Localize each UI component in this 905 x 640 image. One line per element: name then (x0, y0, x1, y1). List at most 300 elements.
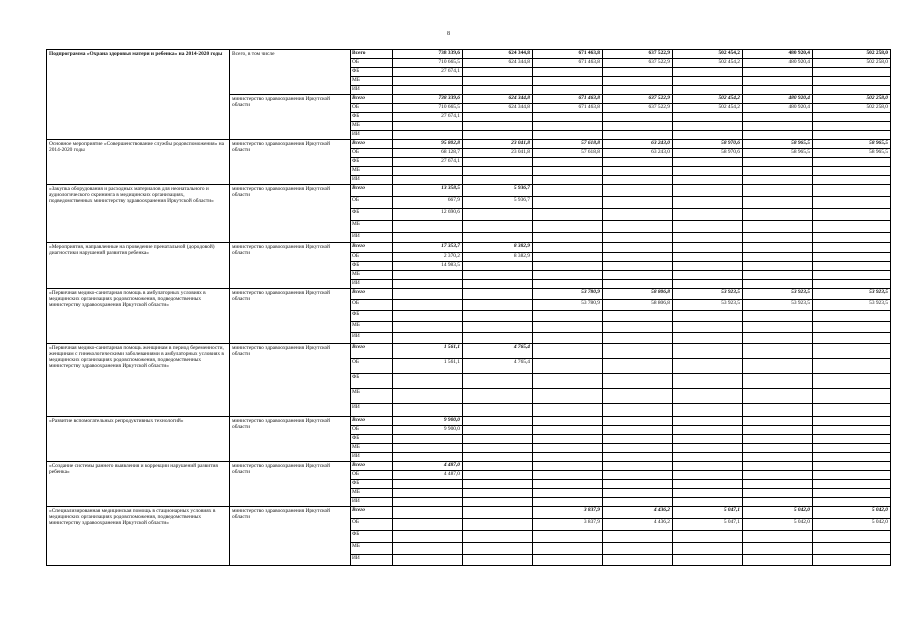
amount-cell (533, 453, 603, 462)
amount-cell (743, 197, 813, 209)
amount-cell (743, 322, 813, 333)
amount-cell (393, 131, 463, 140)
amount-cell (603, 489, 673, 498)
amount-cell (533, 531, 603, 543)
amount-cell (393, 322, 463, 333)
amount-cell (813, 426, 891, 435)
amount-cell (673, 404, 743, 417)
amount-cell (463, 122, 533, 131)
amount-cell (743, 453, 813, 462)
amount-cell (673, 489, 743, 498)
amount-cell (393, 122, 463, 131)
amount-cell (813, 374, 891, 389)
amount-cell: 58 970,6 (673, 149, 743, 158)
table-row (47, 243, 891, 253)
amount-cell (463, 68, 533, 77)
amount-cell (463, 426, 533, 435)
amount-cell (603, 404, 673, 417)
amount-cell (813, 86, 891, 95)
amount-cell (533, 209, 603, 221)
funding-source-cell: Всего (351, 185, 393, 197)
amount-cell (813, 322, 891, 333)
amount-cell (603, 374, 673, 389)
amount-cell (813, 243, 891, 253)
amount-cell (813, 531, 891, 543)
amount-cell (813, 197, 891, 209)
funding-source-cell: Всего (351, 507, 393, 519)
table-row (47, 344, 891, 359)
amount-cell (673, 543, 743, 555)
amount-cell (533, 233, 603, 243)
amount-cell (743, 489, 813, 498)
amount-cell: 58 806,8 (603, 300, 673, 311)
amount-cell (813, 389, 891, 404)
amount-cell (533, 498, 603, 507)
amount-cell (813, 185, 891, 197)
amount-cell (743, 167, 813, 176)
amount-cell (463, 417, 533, 426)
amount-cell (603, 77, 673, 86)
amount-cell: 710 665,5 (393, 59, 463, 68)
program-name-cell: «Первичная медико-санитарная помощь женщинам в период беременности, женщинам с гинекологическими заболеваниями в амбулаторных условиях в медицинских организациях родовспоможения, подведомственных министерству здравоохранения Иркутской области» (47, 344, 230, 417)
amount-cell (603, 176, 673, 185)
amount-cell (743, 471, 813, 480)
amount-cell (673, 426, 743, 435)
program-name-cell: «Создание системы раннего выявления и коррекции нарушений развития ребенка» (47, 462, 230, 507)
amount-cell (463, 221, 533, 233)
responsible-cell: министерство здравоохранения Иркутской области (230, 185, 351, 243)
amount-cell (533, 113, 603, 122)
amount-cell (673, 555, 743, 566)
amount-cell (603, 122, 673, 131)
amount-cell (603, 197, 673, 209)
table-row (47, 50, 891, 59)
funding-source-cell: Всего (351, 417, 393, 426)
amount-cell (393, 221, 463, 233)
funding-source-cell: МБ (351, 444, 393, 453)
amount-cell: 480 920,4 (743, 59, 813, 68)
amount-cell (813, 167, 891, 176)
amount-cell (603, 221, 673, 233)
amount-cell (603, 453, 673, 462)
amount-cell (673, 113, 743, 122)
amount-cell (673, 77, 743, 86)
amount-cell (673, 176, 743, 185)
funding-source-cell: ОБ (351, 359, 393, 374)
amount-cell (603, 359, 673, 374)
amount-cell (603, 158, 673, 167)
amount-cell: 5 047,1 (673, 519, 743, 531)
amount-cell (533, 489, 603, 498)
amount-cell (813, 344, 891, 359)
amount-cell (813, 209, 891, 221)
amount-cell: 9 900,0 (393, 417, 463, 426)
amount-cell: 502 454,2 (673, 104, 743, 113)
amount-cell: 637 522,9 (603, 95, 673, 104)
amount-cell (743, 462, 813, 471)
amount-cell (533, 167, 603, 176)
amount-cell (673, 311, 743, 322)
amount-cell (533, 333, 603, 344)
amount-cell: 57 618,8 (533, 140, 603, 149)
amount-cell (393, 480, 463, 489)
amount-cell (813, 253, 891, 262)
amount-cell (673, 531, 743, 543)
funding-source-cell: ФБ (351, 435, 393, 444)
table-row (47, 417, 891, 426)
amount-cell (533, 389, 603, 404)
amount-cell: 14 983,5 (393, 262, 463, 271)
amount-cell (813, 359, 891, 374)
amount-cell (673, 209, 743, 221)
funding-source-cell: ИИ (351, 86, 393, 95)
amount-cell (463, 507, 533, 519)
budget-table (46, 49, 891, 566)
amount-cell (813, 158, 891, 167)
funding-source-cell: МБ (351, 389, 393, 404)
amount-cell (533, 555, 603, 566)
amount-cell: 53 923,5 (673, 289, 743, 300)
amount-cell (813, 221, 891, 233)
amount-cell: 23 041,8 (463, 149, 533, 158)
program-name-cell: «Развитие вспомогательных репродуктивных технологий» (47, 417, 230, 462)
amount-cell (603, 113, 673, 122)
amount-cell: 502 258,0 (813, 104, 891, 113)
amount-cell (813, 543, 891, 555)
amount-cell (743, 444, 813, 453)
amount-cell (813, 480, 891, 489)
amount-cell: 23 041,8 (463, 140, 533, 149)
funding-source-cell: ОБ (351, 300, 393, 311)
amount-cell (603, 543, 673, 555)
amount-cell: 502 258,0 (813, 59, 891, 68)
amount-cell (743, 243, 813, 253)
amount-cell: 637 522,9 (603, 59, 673, 68)
funding-source-cell: ФБ (351, 262, 393, 271)
amount-cell (393, 300, 463, 311)
amount-cell (743, 233, 813, 243)
amount-cell: 53 923,5 (813, 300, 891, 311)
amount-cell: 480 920,4 (743, 104, 813, 113)
amount-cell (673, 262, 743, 271)
amount-cell (533, 322, 603, 333)
amount-cell (813, 262, 891, 271)
amount-cell (533, 253, 603, 262)
amount-cell (673, 444, 743, 453)
amount-cell (673, 131, 743, 140)
amount-cell: 58 965,5 (813, 149, 891, 158)
amount-cell (673, 167, 743, 176)
amount-cell: 710 665,5 (393, 104, 463, 113)
amount-cell: 502 454,2 (673, 59, 743, 68)
amount-cell (673, 243, 743, 253)
amount-cell: 624 344,8 (463, 50, 533, 59)
amount-cell (603, 131, 673, 140)
amount-cell (533, 86, 603, 95)
amount-cell: 667,9 (393, 197, 463, 209)
amount-cell: 5 936,7 (463, 197, 533, 209)
funding-source-cell: Всего (351, 50, 393, 59)
amount-cell (463, 555, 533, 566)
amount-cell: 3 837,9 (533, 519, 603, 531)
amount-cell: 502 454,2 (673, 50, 743, 59)
funding-source-cell: ФБ (351, 480, 393, 489)
amount-cell (533, 426, 603, 435)
amount-cell: 3 837,9 (533, 507, 603, 519)
amount-cell (463, 322, 533, 333)
amount-cell (533, 122, 603, 131)
amount-cell (813, 77, 891, 86)
amount-cell (743, 417, 813, 426)
amount-cell (743, 359, 813, 374)
amount-cell: 671 463,8 (533, 50, 603, 59)
amount-cell (463, 311, 533, 322)
amount-cell (463, 374, 533, 389)
amount-cell: 502 454,2 (673, 95, 743, 104)
amount-cell: 27 674,1 (393, 68, 463, 77)
amount-cell (673, 68, 743, 77)
amount-cell (673, 471, 743, 480)
amount-cell (603, 280, 673, 289)
amount-cell (743, 185, 813, 197)
amount-cell (393, 555, 463, 566)
program-name-cell: «Первичная медико-санитарная помощь в амбулаторных условиях в медицинских организациях родовспоможения, подведомственных министерству здравоохранения Иркутской области» (47, 289, 230, 344)
amount-cell: 738 339,6 (393, 95, 463, 104)
amount-cell (743, 426, 813, 435)
funding-source-cell: ИИ (351, 233, 393, 243)
amount-cell (673, 333, 743, 344)
amount-cell: 8 382,9 (463, 243, 533, 253)
amount-cell (533, 280, 603, 289)
amount-cell: 5 042,0 (743, 519, 813, 531)
amount-cell (603, 344, 673, 359)
table-row (47, 185, 891, 197)
amount-cell (743, 176, 813, 185)
table-row (47, 289, 891, 300)
amount-cell (813, 444, 891, 453)
amount-cell: 1 561,1 (393, 359, 463, 374)
amount-cell (603, 311, 673, 322)
amount-cell: 637 522,9 (603, 104, 673, 113)
funding-source-cell: МБ (351, 167, 393, 176)
amount-cell (393, 444, 463, 453)
amount-cell: 58 970,6 (673, 140, 743, 149)
amount-cell (463, 471, 533, 480)
amount-cell (393, 86, 463, 95)
amount-cell: 624 344,8 (463, 59, 533, 68)
amount-cell (743, 68, 813, 77)
amount-cell (743, 209, 813, 221)
funding-source-cell: ИИ (351, 404, 393, 417)
amount-cell (673, 221, 743, 233)
funding-source-cell: Всего (351, 462, 393, 471)
amount-cell (393, 519, 463, 531)
amount-cell (673, 197, 743, 209)
funding-source-cell: ИИ (351, 131, 393, 140)
amount-cell (743, 271, 813, 280)
amount-cell: 12 690,6 (393, 209, 463, 221)
funding-source-cell: ФБ (351, 113, 393, 122)
amount-cell (743, 498, 813, 507)
amount-cell (673, 86, 743, 95)
amount-cell (533, 185, 603, 197)
amount-cell (393, 271, 463, 280)
amount-cell (603, 498, 673, 507)
amount-cell (463, 131, 533, 140)
amount-cell: 4 487,0 (393, 471, 463, 480)
amount-cell (813, 417, 891, 426)
amount-cell (673, 280, 743, 289)
amount-cell (603, 167, 673, 176)
amount-cell (463, 113, 533, 122)
amount-cell (393, 404, 463, 417)
table-body (47, 50, 891, 566)
amount-cell: 58 965,5 (743, 149, 813, 158)
amount-cell (743, 122, 813, 131)
amount-cell (813, 471, 891, 480)
responsible-cell: министерство здравоохранения Иркутской области (230, 95, 351, 140)
funding-source-cell: ИИ (351, 555, 393, 566)
amount-cell (743, 531, 813, 543)
amount-cell: 480 920,4 (743, 50, 813, 59)
page-number: 8 (447, 31, 450, 37)
amount-cell: 53 923,5 (813, 289, 891, 300)
funding-source-cell: Всего (351, 289, 393, 300)
amount-cell (673, 185, 743, 197)
amount-cell (673, 359, 743, 374)
responsible-cell: министерство здравоохранения Иркутской области (230, 462, 351, 507)
amount-cell (673, 253, 743, 262)
responsible-cell: министерство здравоохранения Иркутской области (230, 289, 351, 344)
amount-cell (463, 271, 533, 280)
amount-cell (463, 262, 533, 271)
amount-cell (393, 453, 463, 462)
funding-source-cell: ИИ (351, 333, 393, 344)
amount-cell (393, 280, 463, 289)
amount-cell (533, 68, 603, 77)
amount-cell (393, 507, 463, 519)
amount-cell (463, 77, 533, 86)
amount-cell (603, 271, 673, 280)
amount-cell (813, 131, 891, 140)
amount-cell: 53 923,5 (673, 300, 743, 311)
amount-cell (673, 122, 743, 131)
amount-cell (533, 262, 603, 271)
amount-cell: 9 900,0 (393, 426, 463, 435)
amount-cell (393, 374, 463, 389)
amount-cell: 671 463,8 (533, 95, 603, 104)
amount-cell: 53 923,5 (743, 289, 813, 300)
amount-cell (533, 311, 603, 322)
amount-cell (743, 262, 813, 271)
amount-cell (393, 489, 463, 498)
amount-cell: 8 382,9 (463, 253, 533, 262)
funding-source-cell: ИИ (351, 453, 393, 462)
amount-cell: 5 936,7 (463, 185, 533, 197)
amount-cell (813, 113, 891, 122)
amount-cell (813, 453, 891, 462)
amount-cell (533, 480, 603, 489)
amount-cell (603, 426, 673, 435)
amount-cell: 63 243,0 (603, 149, 673, 158)
amount-cell (603, 243, 673, 253)
amount-cell (393, 311, 463, 322)
amount-cell (533, 131, 603, 140)
amount-cell (603, 417, 673, 426)
table-row (47, 140, 891, 149)
amount-cell: 671 463,8 (533, 59, 603, 68)
amount-cell (603, 333, 673, 344)
funding-source-cell: ФБ (351, 68, 393, 77)
amount-cell (673, 344, 743, 359)
amount-cell (813, 333, 891, 344)
amount-cell (533, 435, 603, 444)
amount-cell: 58 965,5 (813, 140, 891, 149)
amount-cell (533, 221, 603, 233)
amount-cell (393, 176, 463, 185)
amount-cell (603, 480, 673, 489)
amount-cell (393, 333, 463, 344)
amount-cell (393, 435, 463, 444)
amount-cell (673, 498, 743, 507)
amount-cell: 68 128,7 (393, 149, 463, 158)
amount-cell (463, 453, 533, 462)
funding-source-cell: ОБ (351, 426, 393, 435)
amount-cell: 671 463,8 (533, 104, 603, 113)
funding-source-cell: ИИ (351, 176, 393, 185)
amount-cell: 5 042,0 (813, 507, 891, 519)
amount-cell (393, 289, 463, 300)
amount-cell (393, 167, 463, 176)
amount-cell: 5 042,0 (743, 507, 813, 519)
amount-cell (463, 462, 533, 471)
amount-cell (813, 311, 891, 322)
amount-cell (743, 333, 813, 344)
amount-cell (463, 176, 533, 185)
program-name-cell: Основное мероприятие «Совершенствование службы родовспоможения» на 2014-2020 годы (47, 140, 230, 185)
amount-cell (533, 176, 603, 185)
amount-cell (603, 233, 673, 243)
amount-cell (673, 374, 743, 389)
amount-cell: 2 370,2 (393, 253, 463, 262)
amount-cell: 4 765,4 (463, 359, 533, 374)
amount-cell (743, 543, 813, 555)
amount-cell (813, 489, 891, 498)
amount-cell (673, 271, 743, 280)
funding-source-cell: ФБ (351, 311, 393, 322)
amount-cell (743, 221, 813, 233)
amount-cell: 480 920,4 (743, 95, 813, 104)
amount-cell (743, 404, 813, 417)
amount-cell (673, 158, 743, 167)
amount-cell: 738 339,6 (393, 50, 463, 59)
responsible-cell: министерство здравоохранения Иркутской области (230, 243, 351, 289)
funding-source-cell: ОБ (351, 519, 393, 531)
funding-source-cell: ОБ (351, 253, 393, 262)
amount-cell (743, 480, 813, 489)
responsible-cell: Всего, в том числе (230, 50, 351, 95)
amount-cell (603, 86, 673, 95)
program-name-cell: «Специализированная медицинская помощь в стационарных условиях в медицинских организациях родовспоможения, подведомственных министерству здравоохранения Иркутской области» (47, 507, 230, 566)
amount-cell (463, 86, 533, 95)
funding-source-cell: МБ (351, 322, 393, 333)
amount-cell (533, 404, 603, 417)
amount-cell (393, 77, 463, 86)
amount-cell: 4 487,0 (393, 462, 463, 471)
responsible-cell: министерство здравоохранения Иркутской области (230, 507, 351, 566)
amount-cell (813, 462, 891, 471)
amount-cell (673, 462, 743, 471)
